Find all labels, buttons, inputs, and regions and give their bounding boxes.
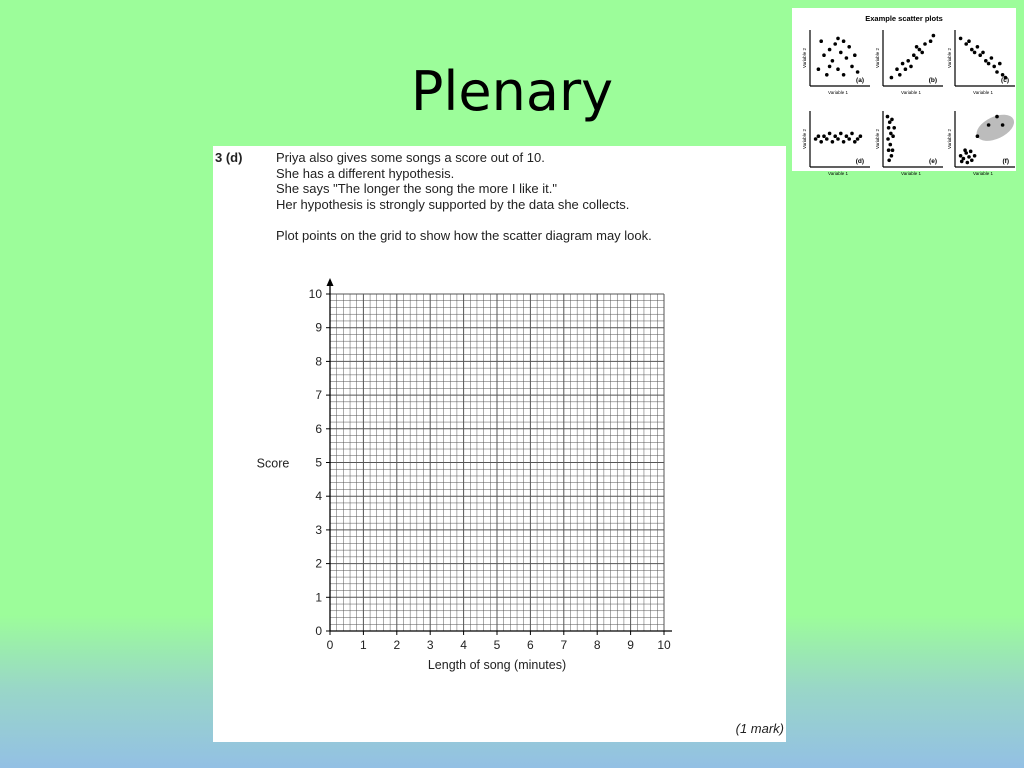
example-point — [891, 134, 895, 138]
example-point — [1001, 123, 1005, 127]
example-point — [920, 51, 924, 55]
y-tick-label: 9 — [315, 320, 322, 335]
example-point — [889, 132, 893, 136]
y-tick-label: 3 — [315, 522, 322, 537]
example-point — [836, 67, 840, 71]
example-point — [842, 73, 846, 77]
x-tick-label: 10 — [657, 638, 671, 652]
example-point — [987, 62, 991, 66]
example-panel — [802, 111, 870, 176]
example-point — [963, 148, 967, 152]
example-point — [845, 134, 849, 138]
example-point — [915, 56, 919, 60]
slide-title: Plenary — [410, 60, 614, 123]
x-tick-label: 7 — [560, 638, 568, 652]
example-point — [817, 67, 821, 71]
example-point — [850, 65, 854, 69]
example-point — [966, 161, 970, 165]
x-axis-label: Length of song (minutes) — [427, 658, 567, 672]
example-panel-label: (d) — [855, 158, 864, 165]
example-panel-label: (e) — [929, 158, 937, 165]
example-point — [923, 42, 927, 46]
x-tick-label: 5 — [493, 638, 501, 652]
example-point — [967, 39, 971, 43]
example-panel — [875, 111, 943, 176]
example-point — [915, 45, 919, 49]
example-y-label: Variable 2 — [802, 48, 807, 68]
question-line-2: She has a different hypothesis. — [276, 165, 455, 181]
example-point — [964, 42, 968, 46]
example-point — [909, 65, 913, 69]
example-point — [817, 134, 821, 138]
example-point — [990, 56, 994, 60]
example-point — [912, 53, 916, 57]
example-point — [906, 59, 910, 63]
example-panel-label: (f) — [1002, 158, 1009, 165]
example-point — [932, 34, 936, 38]
example-point — [998, 62, 1002, 66]
example-point — [833, 42, 837, 46]
example-panel — [947, 109, 1018, 176]
example-point — [890, 154, 894, 158]
y-axis-label: Score — [256, 456, 290, 471]
example-point — [887, 148, 891, 152]
example-y-label: Variable 2 — [875, 48, 880, 68]
x-tick-label: 9 — [627, 638, 634, 652]
example-x-label: Variable 1 — [901, 90, 921, 95]
example-point — [822, 134, 826, 138]
example-y-label: Variable 2 — [802, 129, 807, 149]
example-point — [842, 39, 846, 43]
example-point — [984, 59, 988, 63]
example-panel-label: (c) — [1001, 77, 1009, 84]
y-tick-label: 2 — [315, 556, 322, 571]
example-point — [886, 137, 890, 141]
example-panel-label: (b) — [928, 77, 937, 84]
example-point — [887, 158, 891, 162]
example-point — [847, 137, 851, 141]
example-point — [886, 115, 890, 119]
example-x-label: Variable 1 — [828, 171, 848, 176]
worksheet-question — [213, 146, 786, 742]
marks-label: (1 mark) — [735, 721, 784, 736]
example-x-label: Variable 1 — [973, 171, 993, 176]
example-x-label: Variable 1 — [901, 171, 921, 176]
y-tick-label: 5 — [315, 455, 322, 470]
example-y-label: Variable 2 — [947, 129, 952, 149]
example-panel — [875, 30, 943, 95]
example-point — [978, 53, 982, 57]
example-point — [970, 48, 974, 52]
example-point — [992, 65, 996, 69]
example-highlight — [973, 109, 1019, 146]
grid-lines — [330, 294, 664, 631]
example-point — [842, 140, 846, 144]
example-x-label: Variable 1 — [973, 90, 993, 95]
question-line-3: She says "The longer the song the more I like it." — [276, 181, 557, 196]
example-point — [887, 126, 891, 130]
example-point — [959, 37, 963, 41]
example-y-label: Variable 2 — [875, 129, 880, 149]
example-point — [967, 155, 971, 159]
example-panel-label: (a) — [856, 77, 864, 84]
example-point — [929, 39, 933, 43]
example-point — [850, 132, 854, 136]
example-point — [836, 37, 840, 41]
question-line-1: Priya also gives some songs a score out of 10. — [276, 150, 545, 165]
example-point — [856, 70, 860, 74]
example-point — [960, 160, 964, 164]
y-tick-label: 6 — [315, 421, 322, 436]
example-point — [814, 137, 818, 141]
example-point — [825, 137, 829, 141]
example-point — [845, 56, 849, 60]
y-axis-arrow — [327, 278, 334, 286]
example-point — [904, 67, 908, 71]
x-tick-label: 4 — [460, 638, 467, 652]
example-point — [856, 137, 860, 141]
y-tick-label: 1 — [315, 590, 322, 605]
example-point — [898, 73, 902, 77]
example-point — [891, 148, 895, 152]
example-plots-canvas — [792, 8, 1016, 176]
example-panel — [802, 30, 870, 95]
example-point — [895, 67, 899, 71]
x-tick-label: 6 — [527, 638, 534, 652]
example-point — [836, 137, 840, 141]
example-point — [822, 53, 826, 57]
y-tick-label: 4 — [315, 489, 322, 504]
question-line-4: Her hypothesis is strongly supported by the data she collects. — [276, 196, 630, 212]
example-point — [973, 154, 977, 158]
example-point — [831, 59, 835, 63]
example-point — [888, 120, 892, 124]
example-point — [987, 123, 991, 127]
x-tick-label: 2 — [393, 638, 401, 652]
example-x-label: Variable 1 — [828, 90, 848, 95]
question-number: 3 (d) — [215, 150, 243, 165]
example-point — [839, 132, 843, 136]
example-point — [828, 48, 832, 52]
example-point — [888, 143, 892, 147]
example-point — [825, 73, 829, 77]
example-point — [833, 134, 837, 138]
x-tick-label: 1 — [360, 638, 367, 652]
example-point — [890, 118, 894, 122]
example-point — [976, 134, 980, 138]
x-tick-label: 8 — [593, 638, 601, 652]
example-point — [828, 65, 832, 69]
example-point — [847, 45, 851, 49]
example-scatter-plots — [792, 8, 1016, 176]
example-point — [995, 115, 999, 119]
x-tick-label: 3 — [426, 638, 434, 652]
example-point — [853, 140, 857, 144]
example-point — [839, 51, 843, 55]
example-panel — [947, 30, 1015, 95]
example-point — [853, 53, 857, 57]
y-tick-label: 8 — [315, 354, 322, 369]
example-point — [973, 51, 977, 55]
example-point — [901, 62, 905, 66]
example-point — [976, 45, 980, 49]
example-point — [969, 150, 973, 154]
question-instruction: Plot points on the grid to show how the scatter diagram may look. — [276, 228, 652, 243]
example-point — [890, 76, 894, 80]
example-point — [831, 140, 835, 144]
y-tick-label: 0 — [315, 624, 322, 638]
x-tick-label: 0 — [326, 638, 334, 652]
example-point — [918, 48, 922, 52]
example-point — [892, 126, 896, 130]
example-point — [819, 39, 823, 43]
example-point — [819, 140, 823, 144]
example-y-label: Variable 2 — [947, 48, 952, 68]
y-tick-label: 7 — [315, 388, 322, 403]
example-point — [970, 158, 974, 162]
example-point — [981, 51, 985, 55]
scatter-grid[interactable] — [213, 146, 786, 742]
example-point — [995, 70, 999, 74]
example-plots-title: Example scatter plots — [865, 14, 943, 23]
y-tick-label: 10 — [308, 287, 322, 301]
example-point — [959, 154, 963, 158]
example-point — [859, 134, 863, 138]
example-point — [828, 132, 832, 136]
